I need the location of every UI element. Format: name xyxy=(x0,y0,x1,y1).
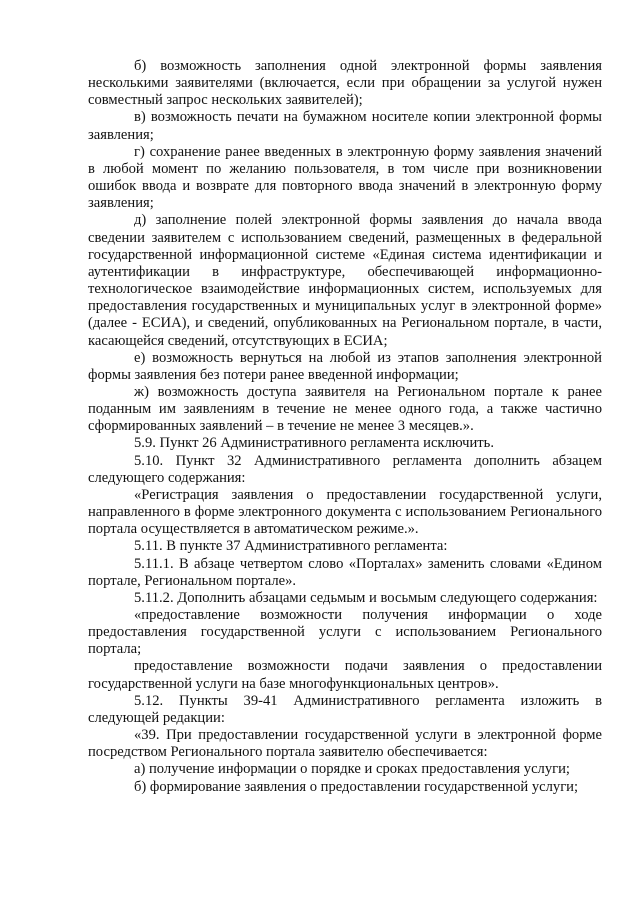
paragraph-quote-registration: «Регистрация заявления о предоставлении государственной услуги, направленного в форме электронного документа с использованием Регионального портала осуществляется в автоматическом режиме.». xyxy=(88,486,602,538)
paragraph-item-a: а) получение информации о порядке и сроках предоставления услуги; xyxy=(134,761,570,778)
paragraph-clause-5-9: 5.9. Пункт 26 Административного регламента исключить. xyxy=(134,435,494,452)
paragraph-item-d: д) заполнение полей электронной формы заявления до начала ввода сведении заявителем с использованием сведений, размещенных в федеральной государственной информационной системе «Единая система идентификации и аутентификации в инфраструктуре, обеспечивающей информационно-технологическое взаимодействие информационных систем, используемых для предоставления государственных и муниципальных услуг в электронной форме» (далее - ЕСИА), и сведений, опубликованных на Региональном портале, в части, касающейся сведений, отсутствующих в ЕСИА; xyxy=(88,212,602,349)
paragraph-quote-mfc: предоставление возможности подачи заявления о предоставлении государственной услуги на базе многофункциональных центров». xyxy=(88,658,602,692)
document-page xyxy=(88,58,602,796)
paragraph-clause-5-12: 5.12. Пункты 39-41 Административного регламента изложить в следующей редакции: xyxy=(88,692,602,726)
paragraph-point-39: «39. При предоставлении государственной услуги в электронной форме посредством Регионального портала заявителю обеспечивается: xyxy=(88,727,602,761)
paragraph-item-e: е) возможность вернуться на любой из этапов заполнения электронной формы заявления без потери ранее введенной информации; xyxy=(88,349,602,383)
paragraph-item-g: г) сохранение ранее введенных в электронную форму заявления значений в любой момент по желанию пользователя, в том числе при возникновении ошибок ввода и возврате для повторного ввода значений в электронную форму заявления; xyxy=(88,143,602,212)
paragraph-quote-info: «предоставление возможности получения информации о ходе предоставления государственной услуги с использованием Регионального портала; xyxy=(88,607,602,658)
paragraph-clause-5-11-2: 5.11.2. Дополнить абзацами седьмым и восьмым следующего содержания: xyxy=(134,589,598,606)
paragraph-item-b-form: б) формирование заявления о предоставлении государственной услуги; xyxy=(134,778,579,795)
paragraph-item-b: б) возможность заполнения одной электронной формы заявления несколькими заявителями (включается, если при обращении за услугой нужен совместный запрос нескольких заявителей); xyxy=(88,58,602,109)
paragraph-clause-5-10: 5.10. Пункт 32 Административного регламента дополнить абзацем следующего содержания: xyxy=(88,452,602,486)
paragraph-clause-5-11: 5.11. В пункте 37 Административного регламента: xyxy=(134,538,448,555)
paragraph-item-zh: ж) возможность доступа заявителя на Региональном портале к ранее поданным им заявлениям в течение не менее одного года, а также частично сформированных заявлений – в течение не менее 3 месяцев.». xyxy=(88,383,602,435)
paragraph-clause-5-11-1: 5.11.1. В абзаце четвертом слово «Порталах» заменить словами «Едином портале, Региональном портале». xyxy=(88,555,602,589)
paragraph-item-v: в) возможность печати на бумажном носителе копии электронной формы заявления; xyxy=(88,109,602,143)
